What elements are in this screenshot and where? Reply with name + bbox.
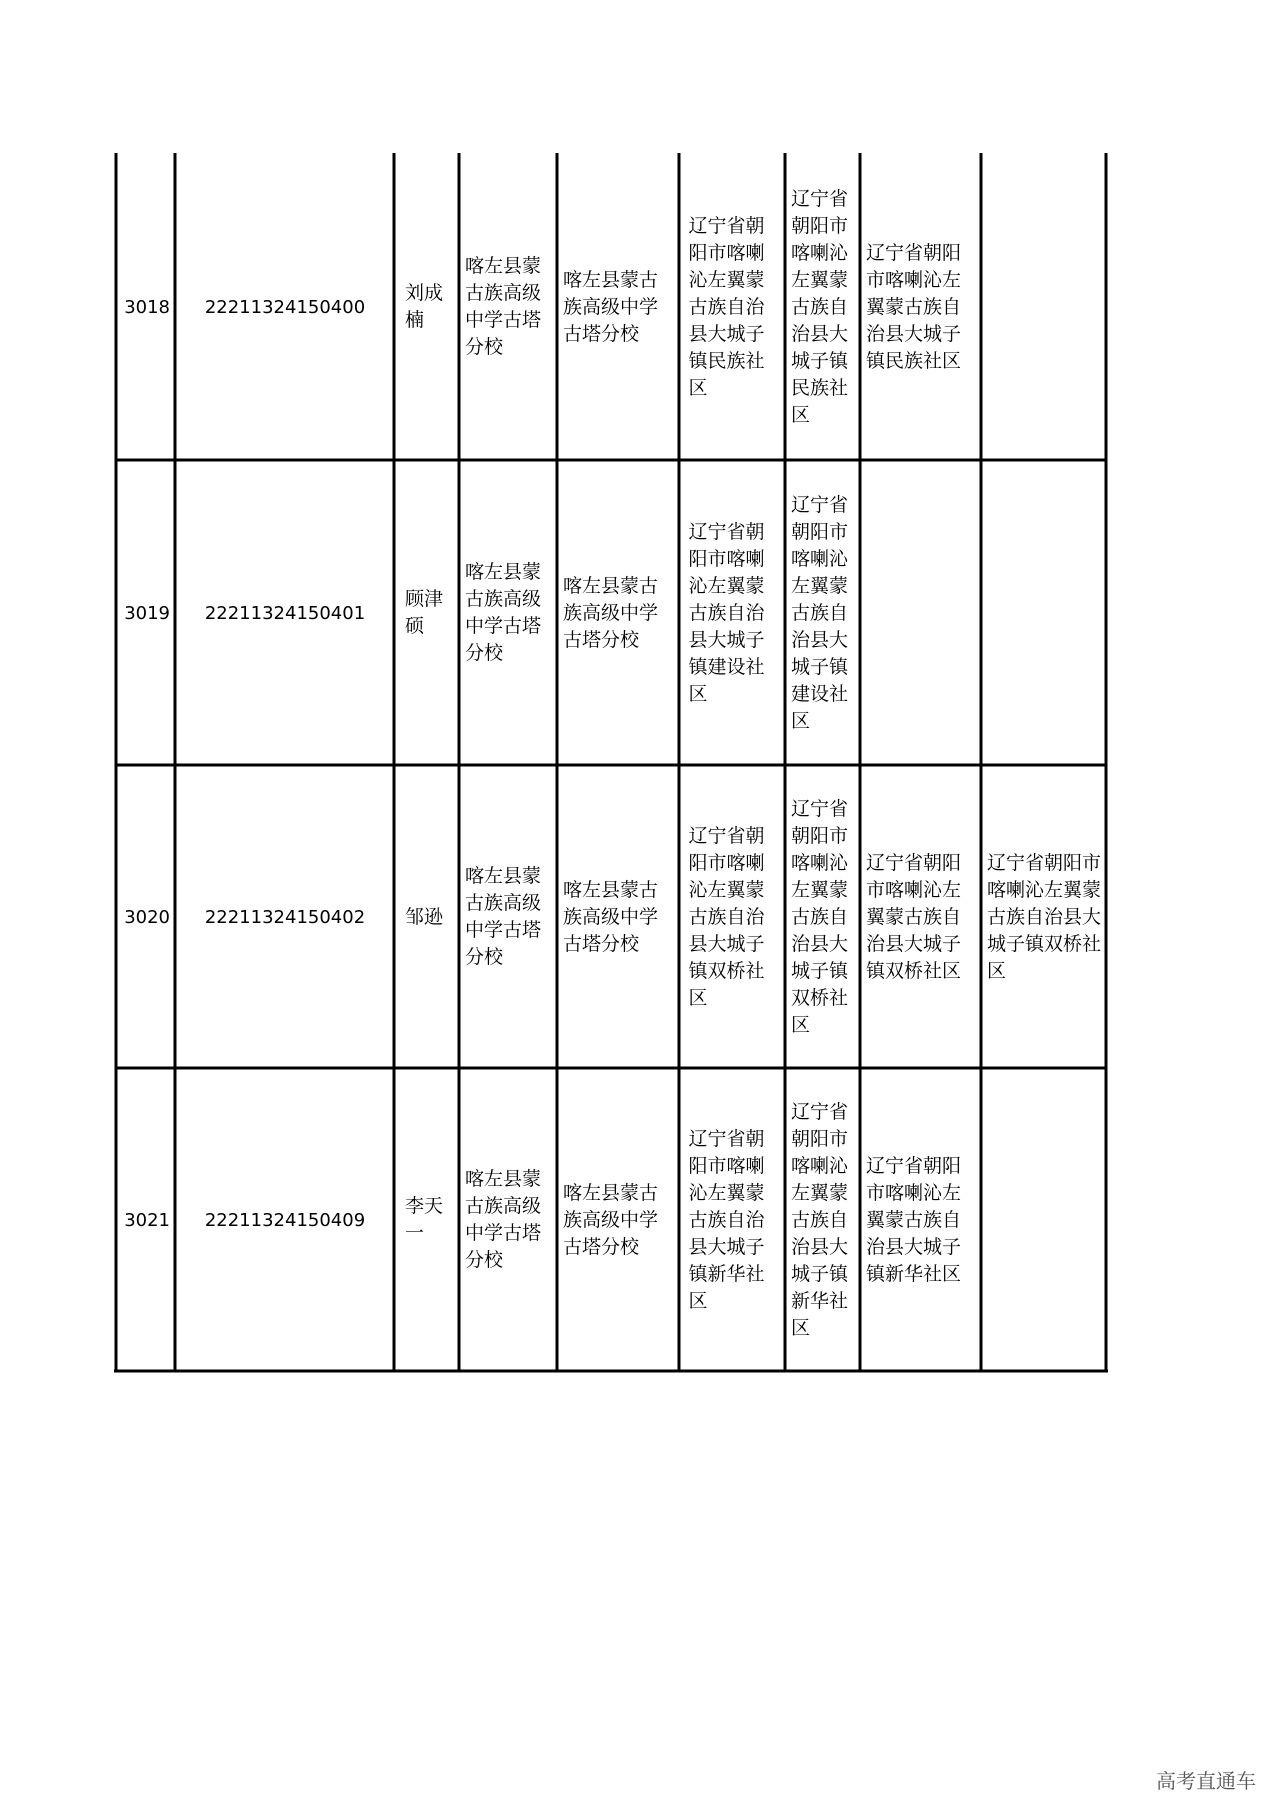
watermark: 高考直通车 (1156, 1769, 1256, 1793)
address-cell-2: 辽宁省朝阳市喀喇沁左翼蒙古族自治县大城子镇建设社区 (791, 493, 849, 732)
school-cell-2: 喀左县蒙古族高级中学古塔分校 (563, 268, 659, 345)
name-cell: 刘成楠 (405, 282, 444, 331)
school-cell-2: 喀左县蒙古族高级中学古塔分校 (563, 574, 659, 651)
exam-number-cell: 22211324150409 (204, 1209, 366, 1231)
address-cell-2: 辽宁省朝阳市喀喇沁左翼蒙古族自治县大城子镇双桥社区 (791, 797, 849, 1036)
exam-number-cell: 22211324150402 (204, 906, 366, 928)
school-cell: 喀左县蒙古族高级中学古塔分校 (465, 1168, 542, 1271)
school-cell-2: 喀左县蒙古族高级中学古塔分校 (563, 878, 659, 955)
address-cell-2: 辽宁省朝阳市喀喇沁左翼蒙古族自治县大城子镇新华社区 (791, 1100, 849, 1339)
seq-cell: 3021 (124, 1209, 170, 1231)
name-cell: 李天一 (405, 1195, 444, 1244)
address-cell-4 (983, 1070, 1105, 1370)
address-cell-1: 辽宁省朝阳市喀喇沁左翼蒙古族自治县大城子镇新华社区 (688, 1127, 765, 1312)
address-cell-4 (983, 155, 1105, 459)
seq-cell: 3020 (124, 906, 170, 928)
exam-number-cell: 22211324150401 (204, 602, 366, 624)
school-cell-2: 喀左县蒙古族高级中学古塔分校 (563, 1181, 659, 1258)
address-cell-1: 辽宁省朝阳市喀喇沁左翼蒙古族自治县大城子镇民族社区 (688, 214, 765, 399)
address-cell-3: 辽宁省朝阳市喀喇沁左翼蒙古族自治县大城子镇双桥社区 (866, 851, 962, 982)
school-cell: 喀左县蒙古族高级中学古塔分校 (465, 865, 542, 968)
address-cell-2: 辽宁省朝阳市喀喇沁左翼蒙古族自治县大城子镇民族社区 (791, 187, 849, 426)
seq-cell: 3019 (124, 602, 170, 624)
address-cell-3: 辽宁省朝阳市喀喇沁左翼蒙古族自治县大城子镇民族社区 (866, 241, 962, 372)
address-cell-1: 辽宁省朝阳市喀喇沁左翼蒙古族自治县大城子镇双桥社区 (688, 824, 765, 1009)
school-cell: 喀左县蒙古族高级中学古塔分校 (465, 255, 542, 358)
address-cell-3 (862, 462, 980, 764)
address-cell-1: 辽宁省朝阳市喀喇沁左翼蒙古族自治县大城子镇建设社区 (688, 520, 765, 705)
address-cell-4: 辽宁省朝阳市喀喇沁左翼蒙古族自治县大城子镇双桥社区 (987, 851, 1102, 982)
seq-cell: 3018 (124, 296, 170, 318)
exam-number-cell: 22211324150400 (204, 296, 366, 318)
name-cell: 顾津硕 (405, 588, 444, 637)
school-cell: 喀左县蒙古族高级中学古塔分校 (465, 561, 542, 664)
address-cell-3: 辽宁省朝阳市喀喇沁左翼蒙古族自治县大城子镇新华社区 (866, 1154, 962, 1285)
name-cell: 邹逊 (405, 905, 444, 928)
address-cell-4 (983, 462, 1105, 764)
